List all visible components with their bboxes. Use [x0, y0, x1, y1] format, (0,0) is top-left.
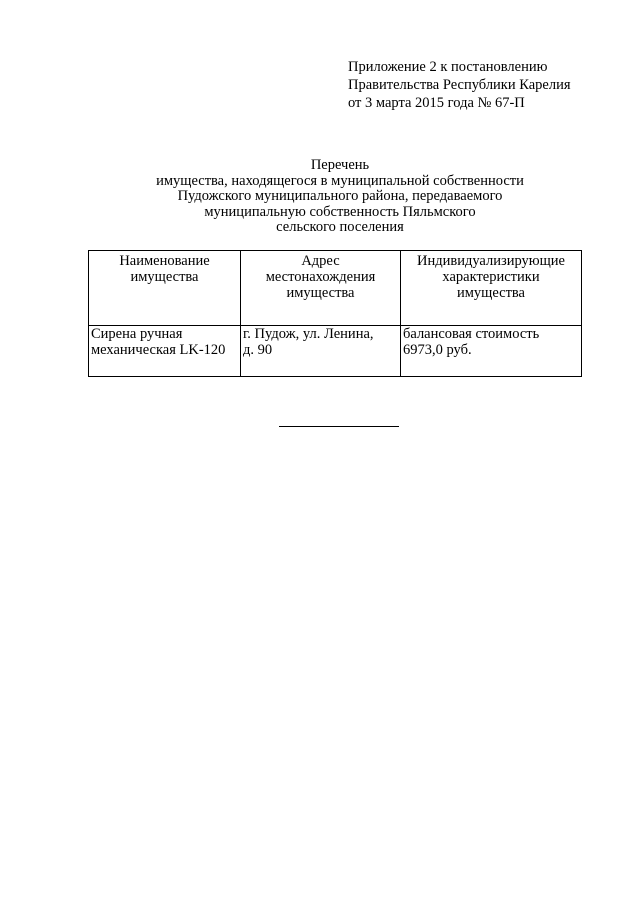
cell-text: механическая LK-120 [91, 342, 226, 358]
title-line: имущества, находящегося в муниципальной собственности [156, 172, 524, 189]
table-row [89, 326, 582, 377]
header-text: имущества [286, 285, 355, 301]
header-text: местонахождения [265, 269, 376, 285]
cell-text: д. 90 [243, 342, 273, 358]
cell-text: Сирена ручная [91, 326, 183, 342]
cell-text: балансовая стоимость [403, 326, 540, 342]
cell-text: г. Пудож, ул. Ленина, [243, 326, 374, 342]
table-header-row [89, 251, 582, 326]
title-line: Пудожского муниципального района, передаваемого [177, 188, 503, 204]
document-title [110, 158, 570, 236]
appendix-line: Правительства Республики Карелия [348, 77, 571, 93]
cell-name [89, 326, 241, 377]
cell-text: 6973,0 руб. [403, 342, 472, 358]
header-text: Адрес [301, 253, 340, 269]
property-table [88, 250, 582, 377]
title-line: Перечень [310, 157, 370, 173]
header-text: Наименование [119, 253, 210, 269]
title-line: сельского поселения [276, 219, 404, 235]
header-name [89, 251, 241, 326]
cell-characteristics [401, 326, 582, 377]
header-characteristics [401, 251, 582, 326]
closing-divider [279, 426, 399, 427]
appendix-reference [348, 58, 571, 112]
title-line: муниципальную собственность Пяльмского [204, 203, 476, 220]
header-address [241, 251, 401, 326]
appendix-line: Приложение 2 к постановлению [348, 59, 548, 75]
appendix-line: от 3 марта 2015 года № 67-П [348, 95, 525, 111]
header-text: имущества [456, 285, 525, 301]
header-text: имущества [130, 269, 199, 285]
header-text: Индивидуализирующие [417, 253, 565, 269]
header-text: характеристики [442, 269, 540, 285]
cell-address [241, 326, 401, 377]
